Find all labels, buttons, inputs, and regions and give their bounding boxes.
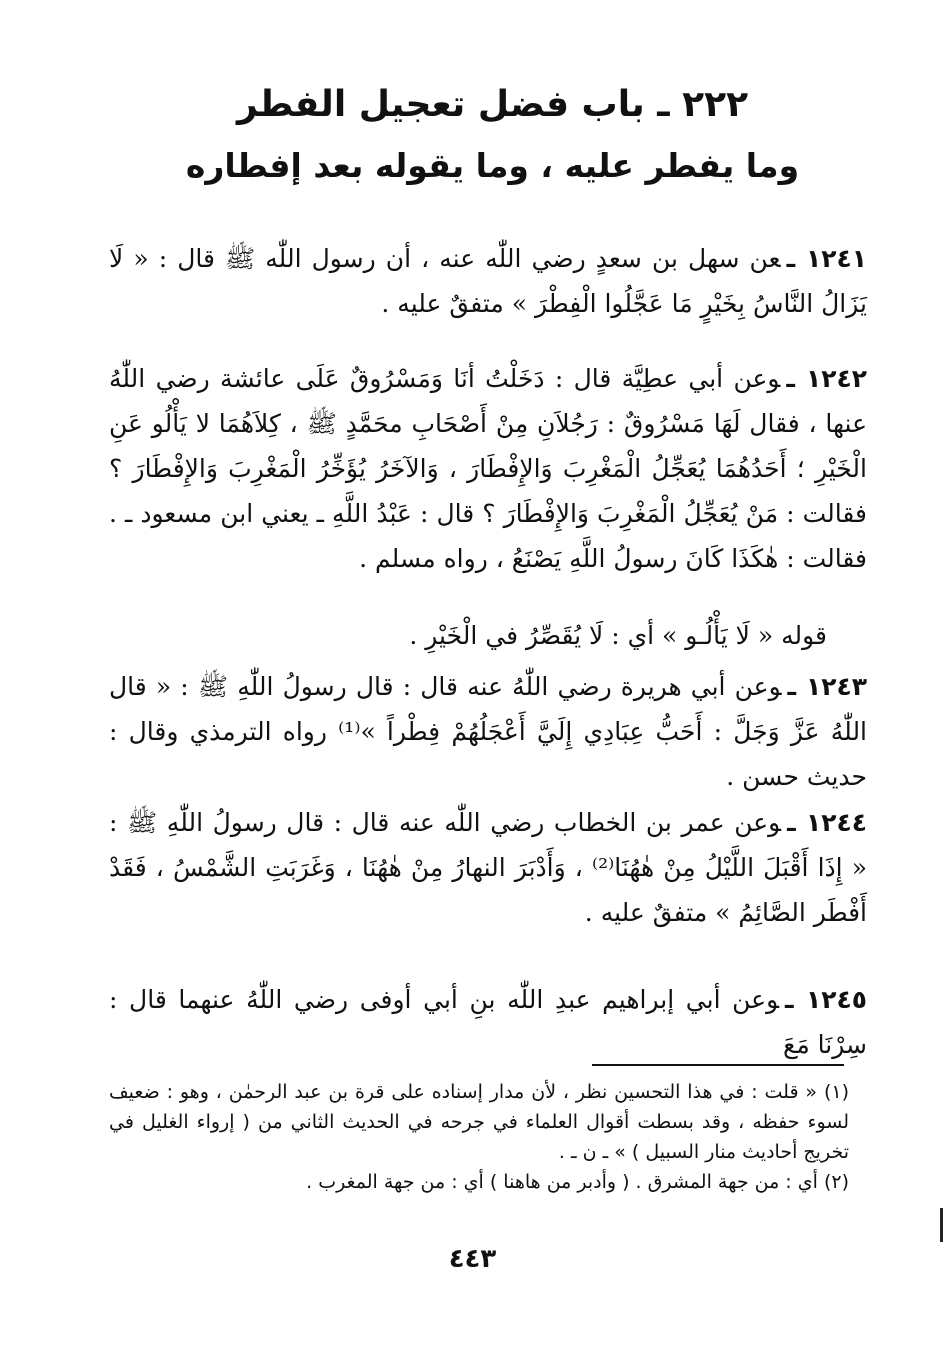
footnote-2: (٢) أي : من جهة المشرق . ( وأدبر من هاهنا ) أي : من جهة المغرب . (306, 1171, 849, 1193)
page-edge-mark (940, 1208, 943, 1242)
footnotes (109, 1077, 849, 1197)
hadith-number: ١٢٤٣ ـ (787, 672, 868, 701)
hadith-number: ١٢٤٥ ـ (785, 985, 868, 1014)
chapter-title: ٢٢٢ ـ باب فضل تعجيل الفطر (236, 84, 749, 125)
gloss-text: قوله « لَا يَأْلُـو » أي : لَا يُقَصِّرُ في الْخَيْرِ . (409, 621, 827, 650)
hadith-1242 (109, 356, 867, 581)
hadith-text: عن سهل بن سعدٍ رضي اللّٰه عنه ، أن رسول اللّٰه ﷺ قال : « لَا يَزَالُ النَّاسُ بِخَيْرٍ مَا عَجَّلُوا الْفِطْرَ » متفقٌ عليه . (109, 244, 867, 318)
gloss-note (69, 613, 867, 658)
hadith-number: ١٢٤٢ ـ (786, 364, 868, 393)
hadith-1243 (109, 664, 867, 799)
chapter-subtitle: وما يفطر عليه ، وما يقوله بعد إفطاره (185, 146, 800, 185)
hadith-text: وعن أبي عطِيَّة قال : دَخَلْتُ أنَا وَمَسْرُوقٌ عَلَى عائشة رضي اللّٰهُ عنها ، فقال لَهَا مَسْرُوقٌ : رَجُلاَنِ مِنْ أَصْحَابِ محَمَّدٍ ﷺ ، كِلاَهُمَا لا يَأْلُو عَنِ الْخَيْرِ ؛ أَحَدُهُمَا يُعَجِّلُ الْمَغْرِبَ وَالإِفْطَارَ ، وَالآخَرُ يُؤَخِّرُ الْمَغْرِبَ وَالإِفْطَارَ ؟ فقالت : مَنْ يُعَجِّلُ الْمَغْرِبَ وَالإِفْطَارَ ؟ قال : عَبْدُ اللَّهِ ـ يعني ابن مسعود ـ . فقالت : هٰكَذَا كَانَ رسولُ اللَّهِ يَصْنَعُ ، رواه مسلم . (109, 364, 867, 573)
hadith-text: وعن أبي إبراهيم عبدِ اللّٰه بنِ أبي أوفى رضي اللّٰهُ عنهما قال : سِرْنَا مَعَ (109, 985, 867, 1059)
page-number: ٤٤٣ (448, 1244, 497, 1274)
footnote-divider (592, 1064, 844, 1066)
hadith-1245 (109, 977, 867, 1067)
hadith-text: وعن عمر بن الخطاب رضي اللّٰه عنه قال : قال رسولُ اللّٰهِ ﷺ : « إِذَا أَقْبَلَ اللَّيْلُ مِنْ هٰهُنَا⁽²⁾ ، وَأَدْبَرَ النهارُ مِنْ هٰهُنَا ، وَغَرَبَتِ الشَّمْسُ ، فَقَدْ أَفْطَر الصَّائِمُ » متفقٌ عليه . (109, 808, 867, 927)
hadith-text: وعن أبي هريرة رضي اللّٰهُ عنه قال : قال رسولُ اللّٰهِ ﷺ : « قال اللّٰهُ عَزَّ وَجَلَّ : أَحَبُّ عِبَادِي إِلَيَّ أَعْجَلُهُمْ فِطْراً »⁽¹⁾ رواه الترمذي وقال : حديث حسن . (109, 672, 868, 791)
hadith-1241 (109, 236, 867, 326)
hadith-number: ١٢٤١ ـ (786, 244, 867, 273)
footnote-1: (١) « قلت : في هذا التحسين نظر ، لأن مدار إسناده على قرة بن عبد الرحمٰن ، وهو : ضعيف لسوء حفظه ، وقد بسطت أقوال العلماء في جرحه في الحديث الثاني من ( إرواء الغليل في تخريج أحاديث منار السبيل ) » ـ ن ـ . (109, 1081, 849, 1163)
hadith-number: ١٢٤٤ ـ (787, 808, 868, 837)
hadith-1244 (109, 800, 867, 935)
